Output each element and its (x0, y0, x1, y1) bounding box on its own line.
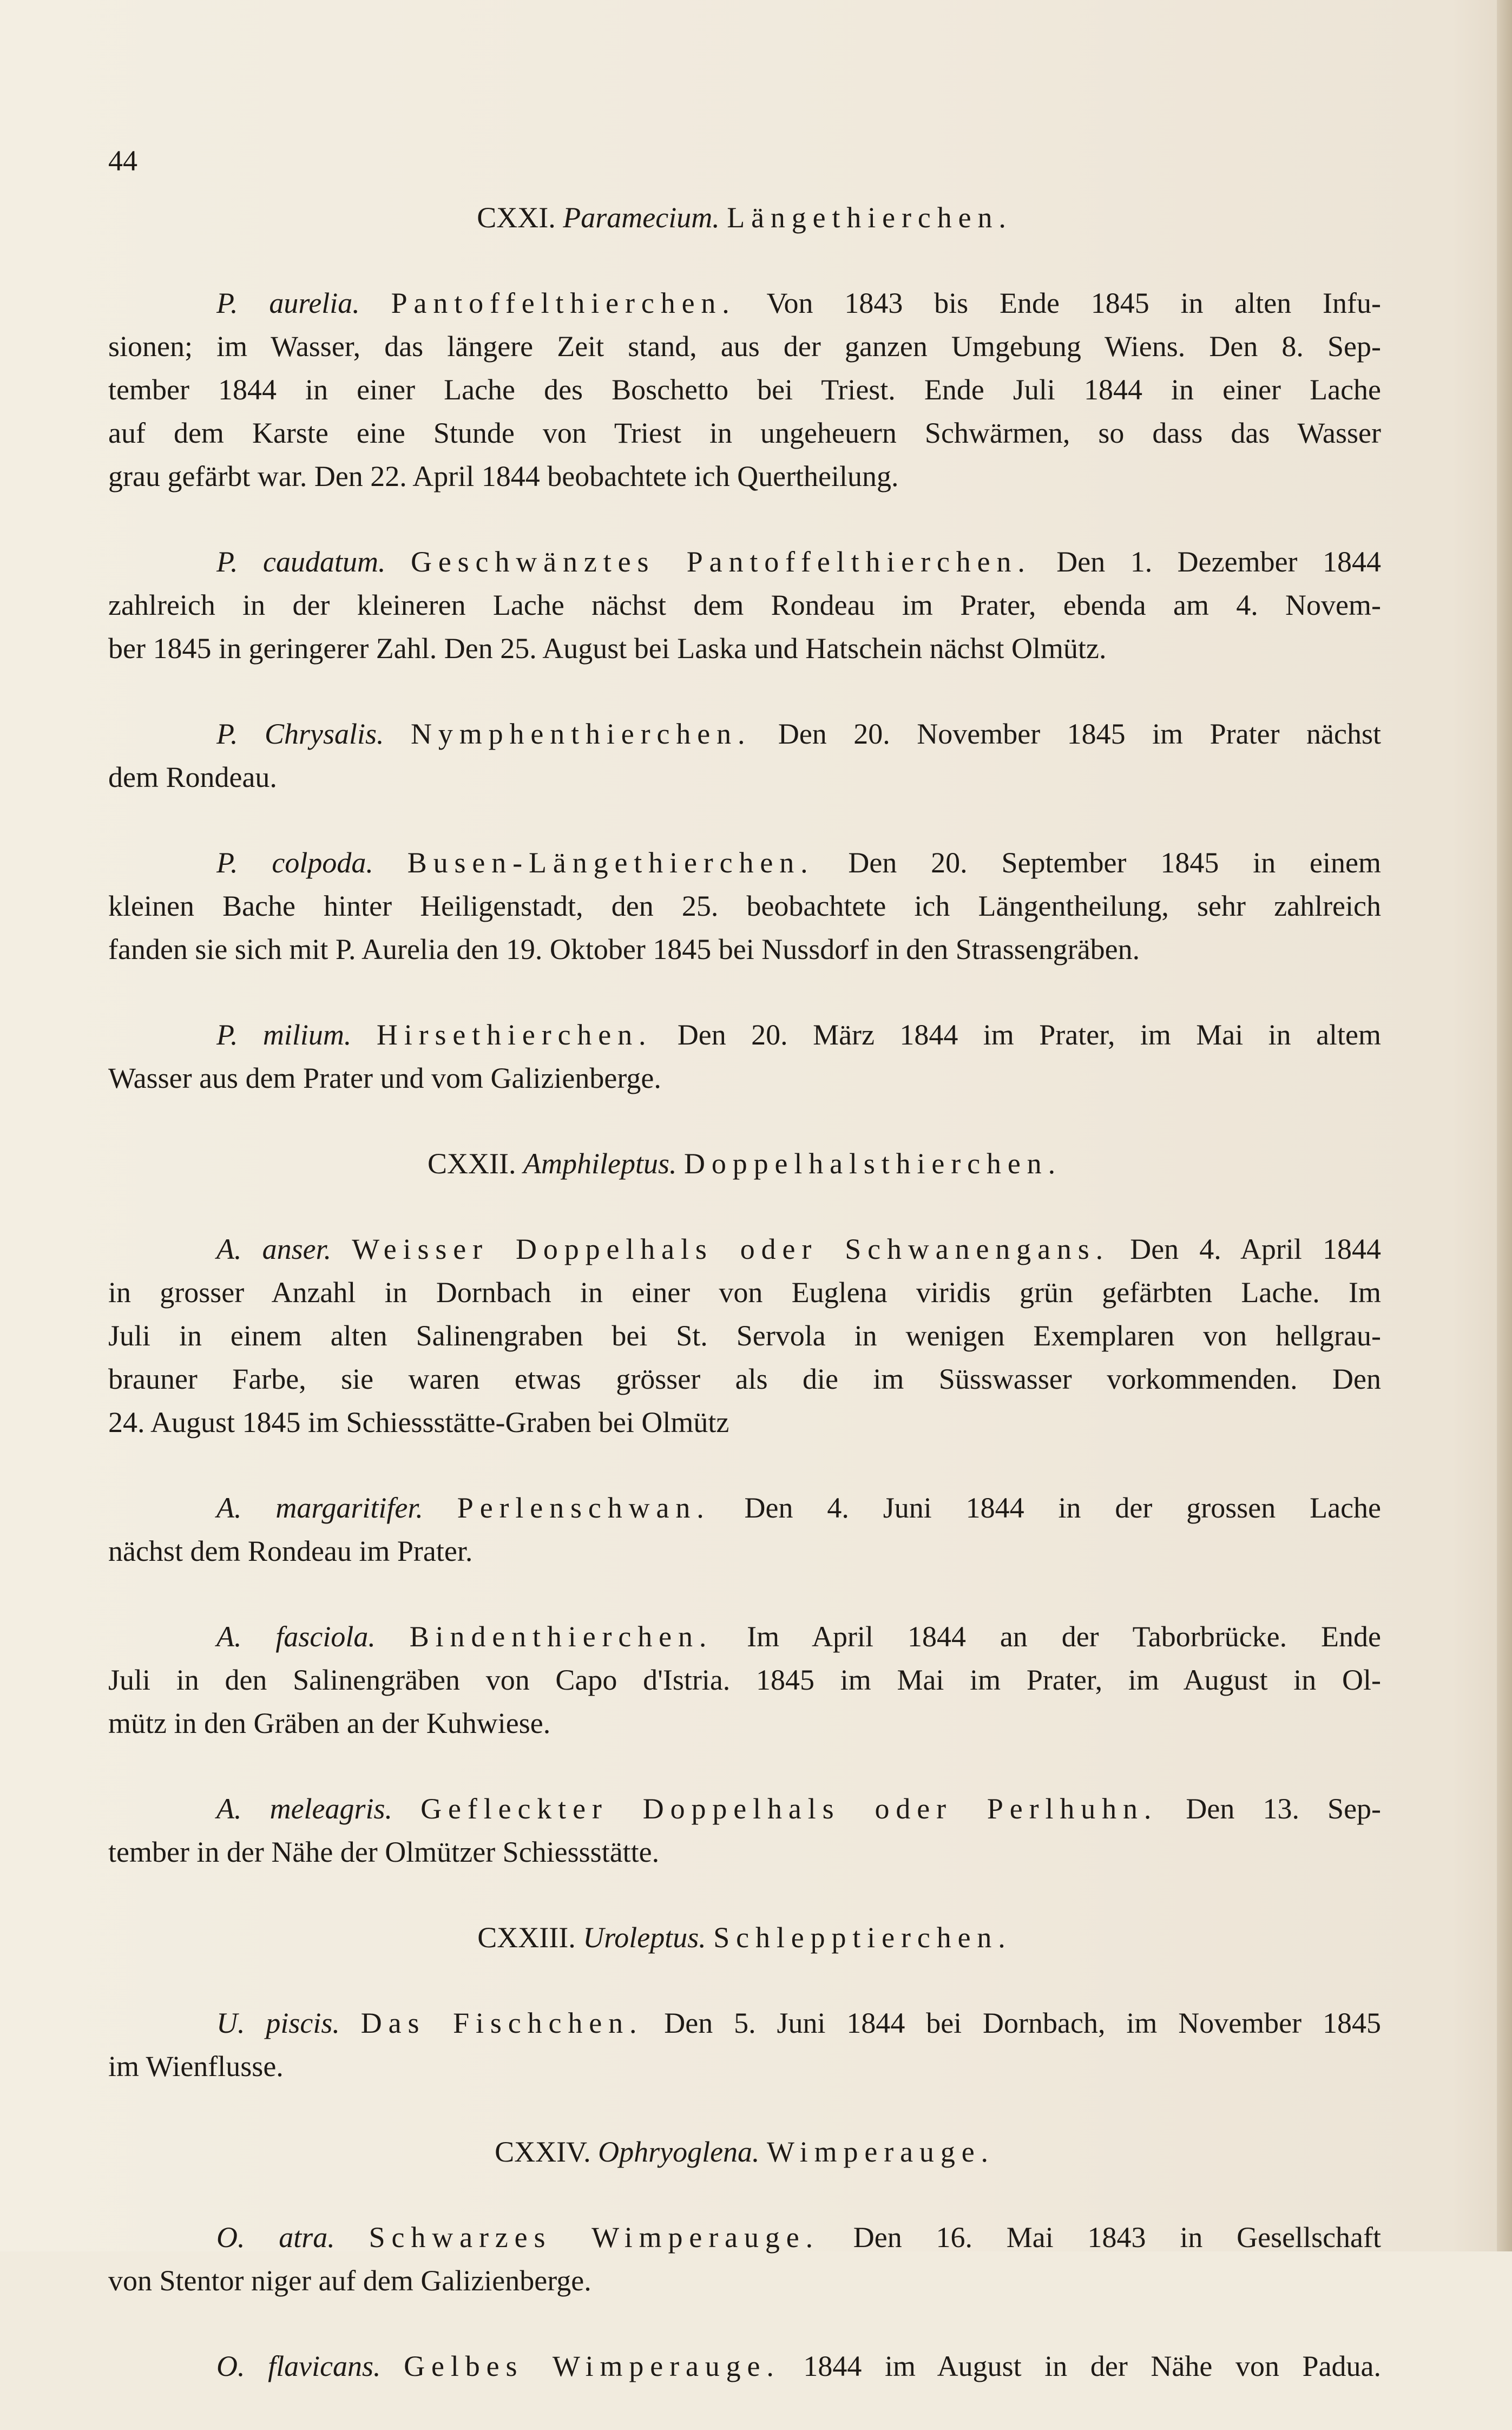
text-line: Juli in den Salinengräben von Capo d'Istria. 1845 im Mai im Prater, im August in Ol- (108, 1664, 1381, 1696)
species-name: P. colpoda. (216, 846, 373, 879)
text-line: grau gefärbt war. Den 22. April 1844 beobachtete ich Quertheilung. (108, 460, 899, 492)
text-line (108, 2216, 1381, 2259)
species-common-name: Pantoffelthierchen. (391, 287, 736, 319)
entry-text: Den 16. Mai 1843 in Gesellschaft (853, 2221, 1381, 2254)
entry-text: Von 1843 bis Ende 1845 in alten Infu- (766, 287, 1381, 319)
species-common-name: Hirsethierchen. (376, 1019, 653, 1051)
species-name: A. fasciola. (216, 1620, 376, 1653)
species-name: A. meleagris. (216, 1792, 393, 1825)
text-line (108, 1013, 1381, 1056)
species-entry (108, 540, 1381, 670)
species-entry (108, 712, 1381, 799)
species-entry (108, 281, 1381, 498)
text-line: ber 1845 in geringerer Zahl. Den 25. August bei Laska und Hatschein nächst Olmütz. (108, 632, 1107, 665)
entry-text: 1844 im August in der Nähe von Padua. (803, 2350, 1382, 2382)
species-name: P. Chrysalis. (216, 718, 384, 750)
common-name: Längethierchen. (727, 201, 1013, 234)
entry-text: Den 20. November 1845 im Prater nächst (778, 718, 1382, 750)
genus-name: Paramecium. (563, 201, 720, 234)
text-line: im Wienflusse. (108, 2050, 284, 2083)
text-line: tember 1844 in einer Lache des Boschetto bei Triest. Ende Juli 1844 in einer Lache (108, 373, 1381, 406)
species-common-name: Das Fischchen. (360, 2007, 643, 2039)
section-heading (108, 1142, 1381, 1185)
section-number: CXXII. (428, 1147, 516, 1180)
entry-text: Den 4. April 1844 (1130, 1233, 1382, 1265)
entry-text: Den 1. Dezember 1844 (1056, 546, 1381, 578)
text-line: brauner Farbe, sie waren etwas grösser als die im Süsswasser vorkommenden. Den (108, 1363, 1381, 1395)
species-name: P. milium. (216, 1019, 352, 1051)
text-line: nächst dem Rondeau im Prater. (108, 1535, 473, 1567)
species-common-name: Gefleckter Doppelhals oder Perlhuhn. (420, 1792, 1158, 1825)
entry-text: Den 20. März 1844 im Prater, im Mai in altem (677, 1019, 1382, 1051)
species-common-name: Nymphenthierchen. (411, 718, 752, 750)
text-line: dem Rondeau. (108, 761, 277, 793)
species-name: O. flavicans. (216, 2350, 381, 2382)
entry-text: Im April 1844 an der Taborbrücke. Ende (747, 1620, 1382, 1653)
text-line (108, 281, 1381, 325)
text-line (108, 712, 1381, 756)
genus-name: Amphileptus. (523, 1147, 677, 1180)
species-entry (108, 1615, 1381, 1745)
genus-name: Uroleptus. (583, 1921, 706, 1954)
text-line: auf dem Karste eine Stunde von Triest in ungeheuern Schwärmen, so dass das Wasser (108, 417, 1381, 449)
entry-text: Den 5. Juni 1844 bei Dornbach, im November 1845 (664, 2007, 1382, 2039)
text-line: kleinen Bache hinter Heiligenstadt, den 25. beobachtete ich Längentheilung, sehr zahlreich (108, 890, 1381, 922)
species-name: U. piscis. (216, 2007, 340, 2039)
section-heading (108, 196, 1381, 239)
species-common-name: Schwarzes Wimperauge. (369, 2221, 819, 2254)
section-number: CXXI. (477, 201, 556, 234)
section-heading (108, 1916, 1381, 1959)
species-entry (108, 1787, 1381, 1874)
text-line (108, 540, 1381, 583)
text-line (108, 1486, 1381, 1529)
common-name: Doppelhalsthierchen. (684, 1147, 1062, 1180)
genus-name: Ophryoglena. (598, 2136, 760, 2168)
text-line: mütz in den Gräben an der Kuhwiese. (108, 1707, 551, 1739)
species-common-name: Gelbes Wimperauge. (404, 2350, 780, 2382)
species-entry (108, 1486, 1381, 1573)
species-entry (108, 841, 1381, 971)
species-entry (108, 2001, 1381, 2088)
text-line (108, 1787, 1381, 1830)
entry-text: Den 20. September 1845 in einem (848, 846, 1381, 879)
text-line (108, 2344, 1381, 2388)
species-entry (108, 1227, 1381, 1444)
species-name: P. caudatum. (216, 546, 386, 578)
text-line: tember in der Nähe der Olmützer Schiessstätte. (108, 1836, 660, 1868)
species-common-name: Perlenschwan. (457, 1492, 711, 1524)
species-name: A. margaritifer. (216, 1492, 423, 1524)
text-block (108, 196, 1381, 2430)
text-line (108, 841, 1381, 884)
text-line (108, 2001, 1381, 2045)
text-line: fanden sie sich mit P. Aurelia den 19. Oktober 1845 bei Nussdorf in den Strassengräben. (108, 933, 1140, 966)
species-entry (108, 2344, 1381, 2388)
text-line (108, 1227, 1381, 1271)
species-entry (108, 1013, 1381, 1100)
species-name: O. atra. (216, 2221, 335, 2254)
text-line (108, 1615, 1381, 1658)
text-line: Juli in einem alten Salinengraben bei St. Servola in wenigen Exemplaren von hellgrau- (108, 1319, 1381, 1352)
section-heading (108, 2130, 1381, 2173)
page-number: 44 (108, 145, 137, 177)
species-name: A. anser. (216, 1233, 332, 1265)
section-number: CXXIV. (495, 2136, 591, 2168)
species-common-name: Bindenthierchen. (409, 1620, 713, 1653)
text-line: in grosser Anzahl in Dornbach in einer von Euglena viridis grün gefärbten Lache. Im (108, 1276, 1381, 1309)
common-name: Schlepptierchen. (713, 1921, 1012, 1954)
common-name: Wimperauge. (767, 2136, 995, 2168)
species-common-name: Geschwänztes Pantoffelthierchen. (410, 546, 1031, 578)
entry-text: Den 13. Sep- (1186, 1792, 1382, 1825)
species-entry (108, 2216, 1381, 2302)
text-line: Wasser aus dem Prater und vom Galizienberge. (108, 1062, 661, 1094)
species-common-name: Busen-Längethierchen. (407, 846, 814, 879)
page-binding-edge (1497, 0, 1512, 2251)
entry-text: Den 4. Juni 1844 in der grossen Lache (744, 1492, 1382, 1524)
species-common-name: Weisser Doppelhals oder Schwanengans. (352, 1233, 1110, 1265)
text-line: sionen; im Wasser, das längere Zeit stand, aus der ganzen Umgebung Wiens. Den 8. Sep- (108, 330, 1381, 363)
text-line: von Stentor niger auf dem Galizienberge. (108, 2264, 591, 2297)
section-number: CXXIII. (477, 1921, 576, 1954)
species-name: P. aurelia. (216, 287, 360, 319)
text-line: zahlreich in der kleineren Lache nächst dem Rondeau im Prater, ebenda am 4. Novem- (108, 589, 1381, 621)
text-line: 24. August 1845 im Schiessstätte-Graben bei Olmütz (108, 1406, 729, 1439)
